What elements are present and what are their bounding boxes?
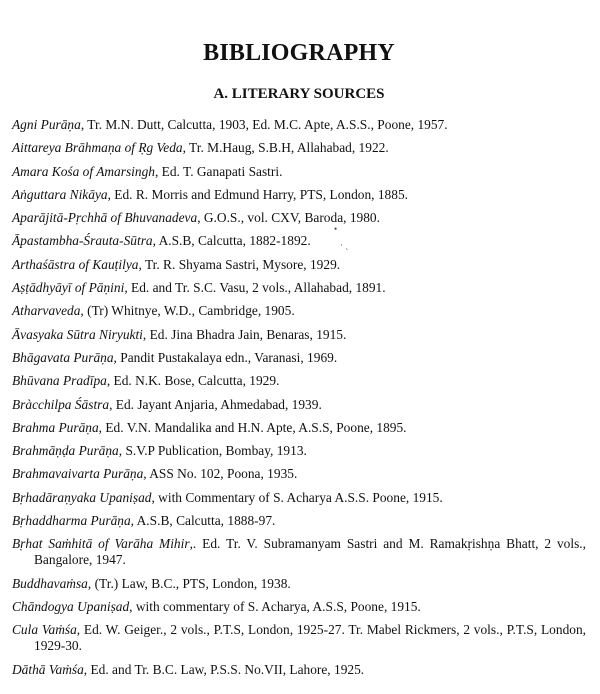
bibliography-entry bbox=[12, 140, 586, 156]
entry-details: , Tr. M.Haug, S.B.H, Allahabad, 1922. bbox=[182, 140, 389, 156]
bibliography-entry bbox=[12, 373, 586, 389]
bibliography-entry bbox=[12, 490, 586, 506]
entry-title: Āvasyaka Sūtra Niryukti bbox=[12, 326, 143, 342]
bibliography-entry bbox=[12, 513, 586, 529]
bibliography-entry bbox=[12, 257, 586, 273]
entry-details: , Tr. M.N. Dutt, Calcutta, 1903, Ed. M.C. Apte, A.S.S., Poone, 1957. bbox=[80, 117, 448, 132]
entry-title: Amara Kośa of Amarsingh bbox=[12, 163, 155, 179]
entry-details: , Ed. V.N. Mandalika and H.N. Apte, A.S.S, Poone, 1895. bbox=[98, 419, 407, 435]
bibliography-entry bbox=[12, 420, 586, 436]
bibliography-entry bbox=[12, 350, 586, 366]
bibliography-entry bbox=[12, 662, 586, 678]
entry-title: Dāthā Vaṁśa bbox=[12, 661, 84, 677]
section-title: A. LITERARY SOURCES bbox=[213, 86, 385, 102]
entry-title: Bhāgavata Purāṇa bbox=[12, 349, 114, 365]
entry-title: Āpastambha-Śrauta-Sūtra bbox=[12, 233, 153, 249]
entry-title: Brahmavaivarta Purāṇa bbox=[12, 466, 144, 482]
bibliography-entry bbox=[12, 187, 586, 203]
bibliography-entry bbox=[12, 466, 586, 482]
bibliography-entry bbox=[12, 164, 586, 180]
entry-details: , A.S.B, Calcutta, 1882-1892. bbox=[152, 233, 311, 249]
entry-title: Cula Vaṁśa bbox=[12, 622, 77, 638]
entry-details: , Ed. Jayant Anjaria, Ahmedabad, 1939. bbox=[109, 396, 322, 412]
bibliography-list bbox=[12, 117, 586, 678]
entry-details: , S.V.P Publication, Bombay, 1913. bbox=[118, 443, 307, 459]
entry-title: Aṣṭādhyāyī of Pāṇini bbox=[12, 280, 125, 296]
entry-details: , ASS No. 102, Poona, 1935. bbox=[143, 466, 298, 482]
entry-details: , Ed. and Tr. B.C. Law, P.S.S. No.VII, Lahore, 1925. bbox=[83, 661, 365, 677]
entry-title: Bràcchilpa Śāstra bbox=[12, 396, 110, 412]
entry-details: , (Tr.) Law, B.C., PTS, London, 1938. bbox=[87, 575, 291, 591]
entry-title: Atharvaveda bbox=[12, 303, 81, 319]
entry-details: , Ed. R. Morris and Edmund Harry, PTS, London, 1885. bbox=[107, 186, 408, 202]
entry-details: , with Commentary of S. Acharya A.S.S. Poone, 1915. bbox=[151, 489, 443, 505]
bibliography-entry bbox=[12, 303, 586, 319]
entry-title: Bṛhaddharma Purāṇa bbox=[12, 513, 131, 529]
entry-title: Brahma Purāṇa bbox=[12, 419, 99, 435]
bibliography-entry bbox=[12, 599, 586, 615]
entry-details: , Pandit Pustakalaya edn., Varanasi, 1969. bbox=[113, 349, 338, 365]
entry-title: Bṛhadāraṇyaka Upaniṣad bbox=[12, 489, 152, 505]
entry-title: Buddhavaṁsa bbox=[12, 575, 88, 591]
entry-title: Chāndogya Upaniṣad bbox=[12, 598, 130, 614]
bibliography-entry bbox=[12, 327, 586, 343]
entry-details: , with commentary of S. Acharya, A.S.S, Poone, 1915. bbox=[129, 598, 421, 614]
scan-speck: • bbox=[334, 224, 338, 234]
entry-details: , Ed. T. Ganapati Sastri. bbox=[154, 163, 283, 179]
entry-title: Aṅguttara Nikāya bbox=[12, 186, 108, 202]
entry-details: ,. Ed. Tr. V. Subramanyam Sastri and M. Ramakṛishṇa Bhatt, 2 vols., Bangalore, 1947. bbox=[34, 536, 586, 568]
entry-details: , A.S.B, Calcutta, 1888-97. bbox=[130, 513, 276, 529]
bibliography-entry bbox=[12, 233, 586, 249]
bibliography-entry bbox=[12, 536, 586, 568]
bibliography-entry bbox=[12, 397, 586, 413]
bibliography-entry bbox=[12, 210, 586, 226]
entry-title: Aittareya Brāhmaṇa of Ṛg Veda bbox=[12, 140, 183, 156]
bibliography-entry bbox=[12, 280, 586, 296]
entry-details: , Ed. Jina Bhadra Jain, Benaras, 1915. bbox=[142, 326, 347, 342]
entry-details: , (Tr) Whitnye, W.D., Cambridge, 1905. bbox=[80, 303, 295, 319]
page-heading: BIBLIOGRAPHY bbox=[203, 40, 395, 66]
entry-title: Arthaśāstra of Kauṭilya bbox=[12, 256, 139, 272]
entry-title: Bṛhat Saṁhitā of Varāha Mihir bbox=[12, 536, 190, 552]
entry-title: Agni Purāṇa bbox=[12, 117, 81, 132]
entry-details: , Tr. R. Shyama Sastri, Mysore, 1929. bbox=[138, 256, 341, 272]
bibliography-entry bbox=[12, 443, 586, 459]
scan-speck: · ˏ bbox=[340, 240, 349, 250]
entry-details: , Ed. W. Geiger., 2 vols., P.T.S, London, 1925-27. Tr. Mabel Rickmers, 2 vols., P.T.S, London, 1929-30. bbox=[34, 622, 586, 654]
bibliography-entry bbox=[12, 622, 586, 654]
entry-title: Aparājitā-Pṛchhā of Bhuvanadeva bbox=[12, 210, 198, 226]
entry-title: Bhūvana Pradīpa bbox=[12, 373, 107, 389]
entry-title: Brahmāṇḍa Purāṇa bbox=[12, 443, 119, 459]
bibliography-entry bbox=[12, 117, 586, 133]
entry-details: , G.O.S., vol. CXV, Baroda, 1980. bbox=[197, 210, 380, 226]
entry-details: , Ed. N.K. Bose, Calcutta, 1929. bbox=[106, 373, 280, 389]
bibliography-entry bbox=[12, 576, 586, 592]
entry-details: , Ed. and Tr. S.C. Vasu, 2 vols., Allahabad, 1891. bbox=[124, 280, 386, 296]
